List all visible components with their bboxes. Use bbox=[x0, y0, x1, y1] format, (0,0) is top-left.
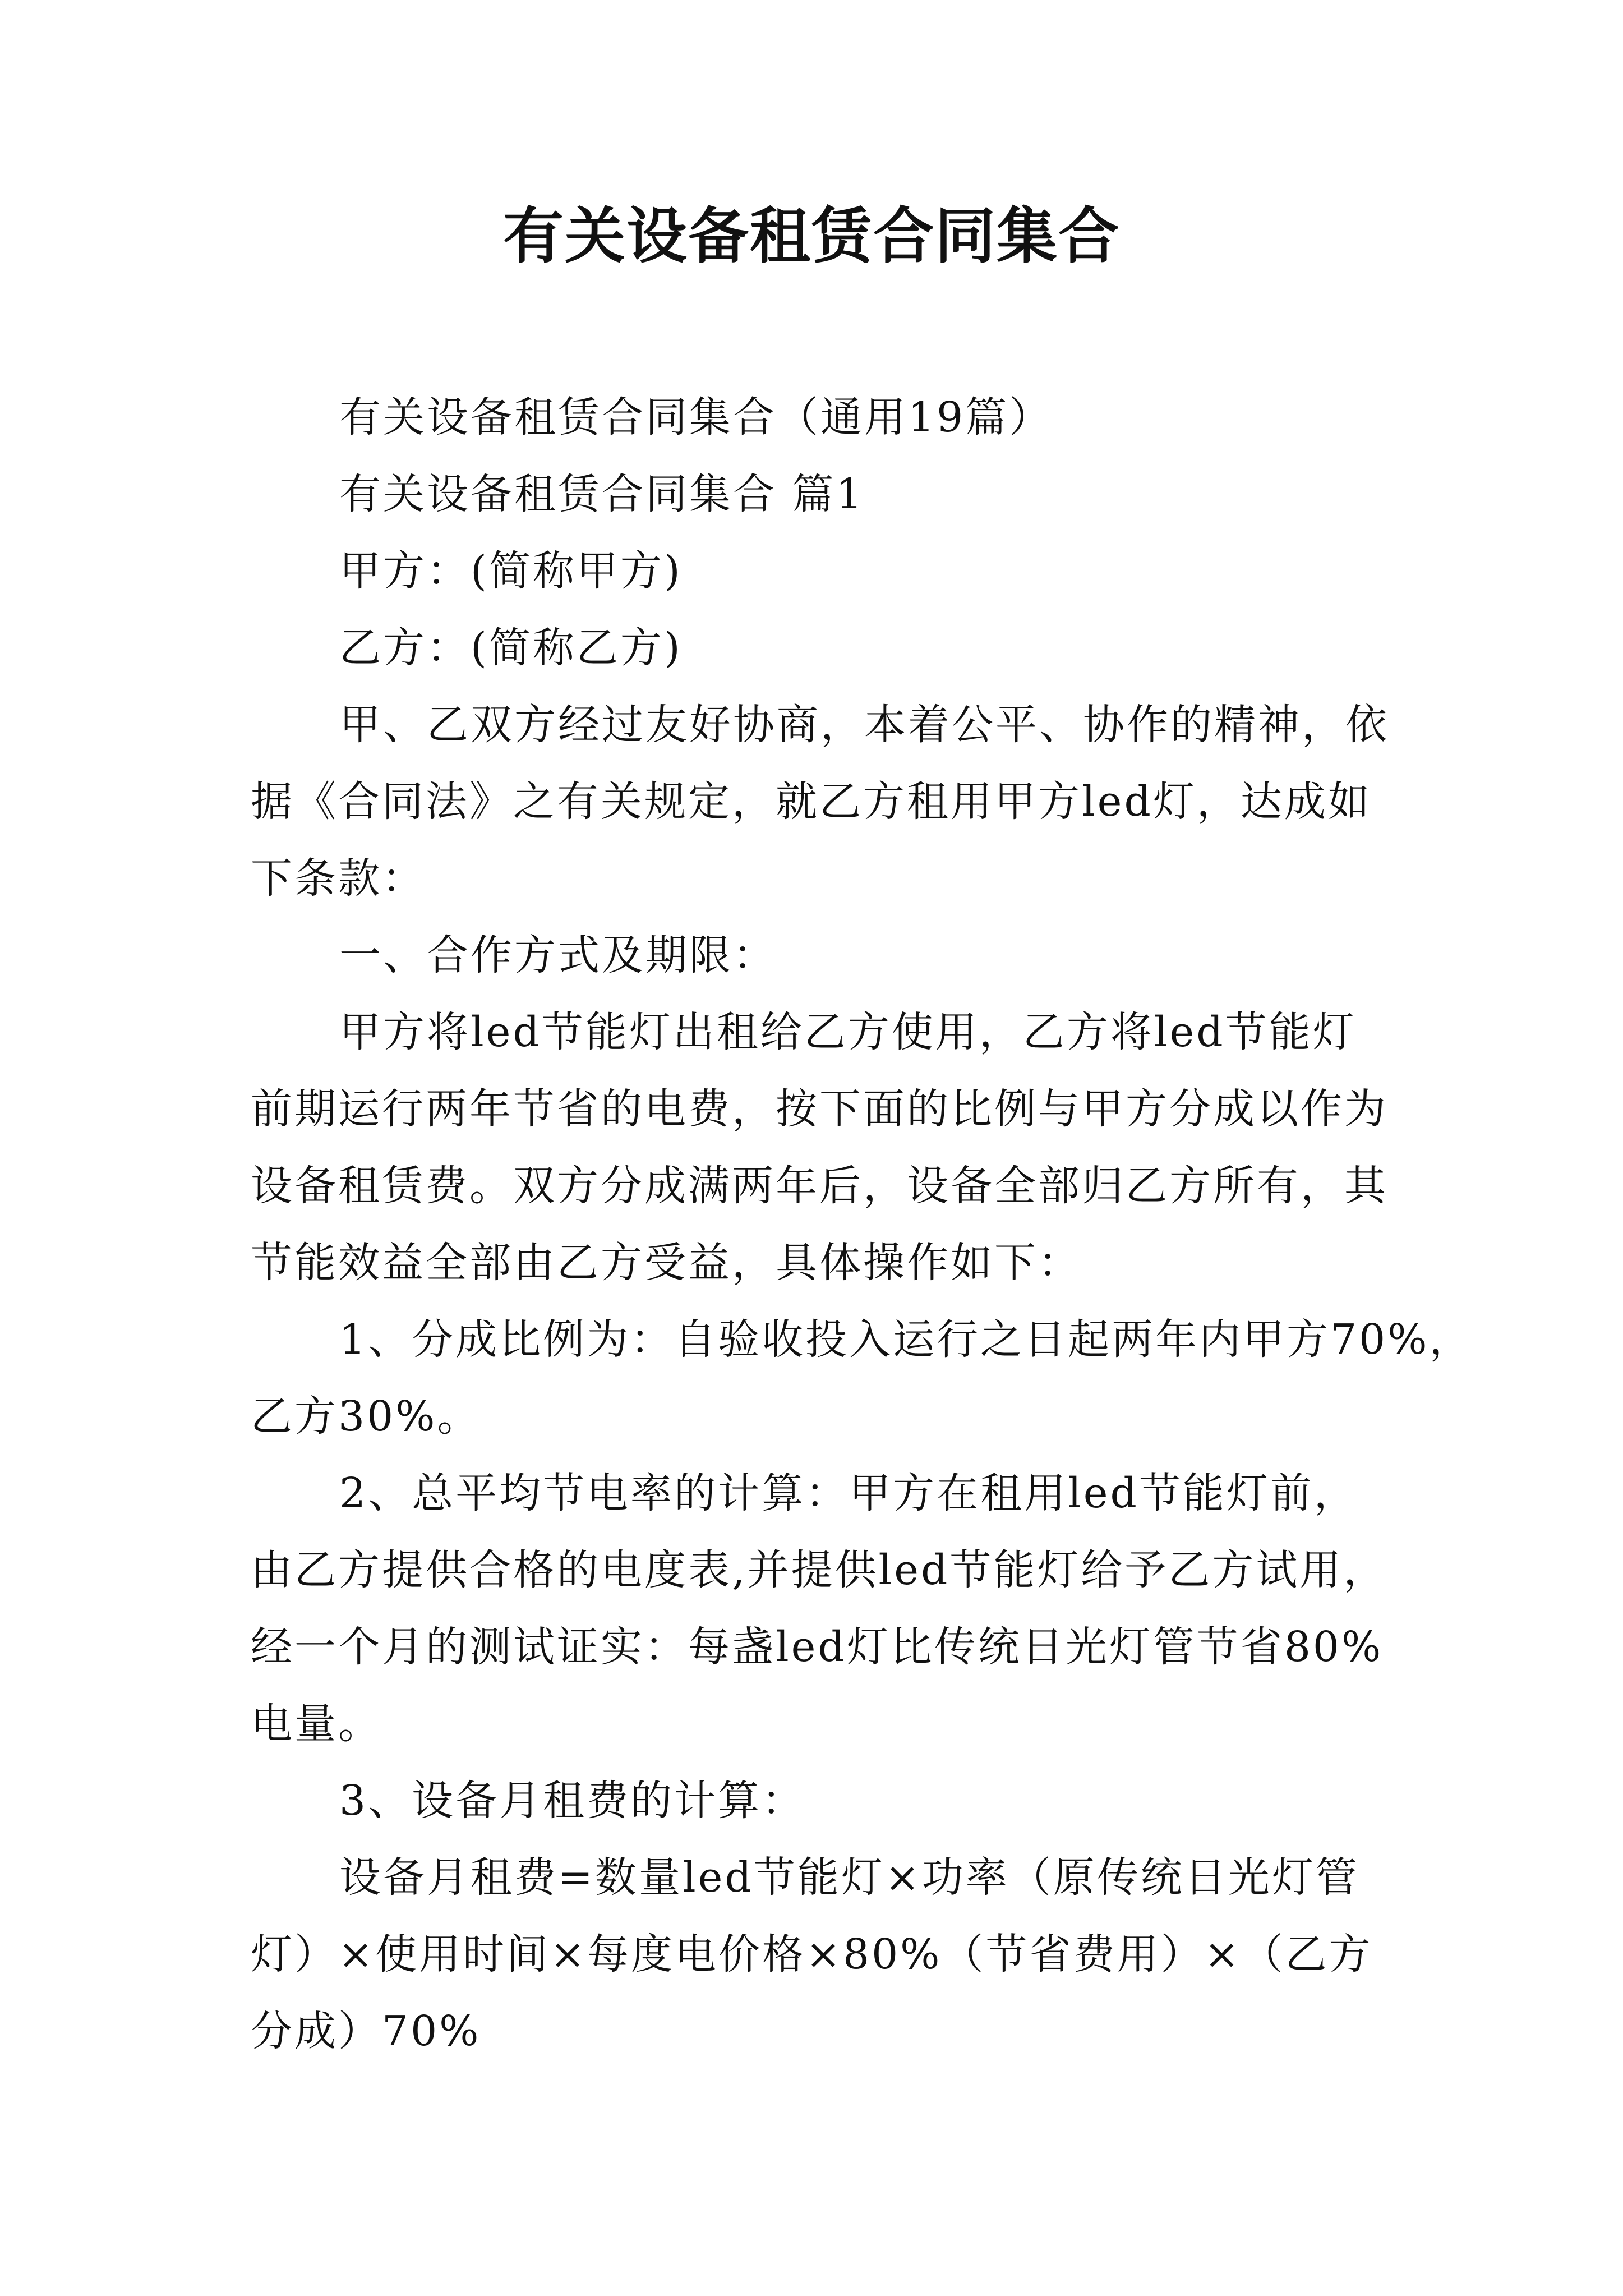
text-line: 由乙方提供合格的电度表,并提供led节能灯给予乙方试用， bbox=[251, 1546, 1387, 1594]
text-line: 设备月租费=数量led节能灯×功率（原传统日光灯管 bbox=[339, 1853, 1359, 1902]
document-title: 有关设备租赁合同集合 bbox=[502, 201, 1120, 272]
paragraph bbox=[251, 1763, 1484, 1839]
text-line: 分成）70% bbox=[251, 2007, 481, 2055]
text-line: 3、设备月租费的计算： bbox=[339, 1777, 806, 1825]
document-body bbox=[251, 379, 1484, 2070]
paragraph bbox=[251, 1455, 1484, 1763]
text-line: 2、总平均节电率的计算：甲方在租用led节能灯前， bbox=[339, 1469, 1358, 1517]
text-line: 灯）×使用时间×每度电价格×80%（节省费用）×（乙方 bbox=[251, 1930, 1373, 1978]
text-line: 据《合同法》之有关规定，就乙方租用甲方led灯，达成如 bbox=[251, 777, 1372, 826]
paragraph bbox=[251, 994, 1484, 1301]
text-line: 下条款： bbox=[251, 854, 426, 903]
text-line: 乙方：(简称乙方) bbox=[339, 624, 683, 672]
text-line: 有关设备租赁合同集合（通用19篇） bbox=[339, 393, 1053, 441]
text-line: 有关设备租赁合同集合 篇1 bbox=[339, 470, 865, 518]
paragraph bbox=[251, 610, 1484, 687]
text-line: 乙方30%。 bbox=[251, 1392, 481, 1441]
paragraph bbox=[251, 1839, 1484, 2070]
text-line: 前期运行两年节省的电费，按下面的比例与甲方分成以作为 bbox=[251, 1085, 1388, 1133]
text-line: 甲、乙双方经过友好协商，本着公平、协作的精神，依 bbox=[339, 701, 1389, 749]
text-line: 一、合作方式及期限： bbox=[339, 931, 777, 979]
text-line: 甲方将led节能灯出租给乙方使用，乙方将led节能灯 bbox=[339, 1008, 1357, 1056]
text-line: 设备租赁费。双方分成满两年后，设备全部归乙方所有，其 bbox=[251, 1162, 1388, 1210]
paragraph bbox=[251, 533, 1484, 610]
text-line: 电量。 bbox=[251, 1700, 382, 1748]
paragraph bbox=[251, 687, 1484, 917]
paragraph bbox=[251, 917, 1484, 994]
text-line: 节能效益全部由乙方受益，具体操作如下： bbox=[251, 1239, 1082, 1287]
paragraph bbox=[251, 1301, 1484, 1455]
paragraph bbox=[251, 456, 1484, 533]
text-line: 1、分成比例为：自验收投入运行之日起两年内甲方70%， bbox=[339, 1315, 1473, 1364]
text-line: 甲方：(简称甲方) bbox=[339, 547, 683, 595]
paragraph bbox=[251, 379, 1484, 456]
text-line: 经一个月的测试证实：每盏led灯比传统日光灯管节省80% bbox=[251, 1623, 1384, 1671]
